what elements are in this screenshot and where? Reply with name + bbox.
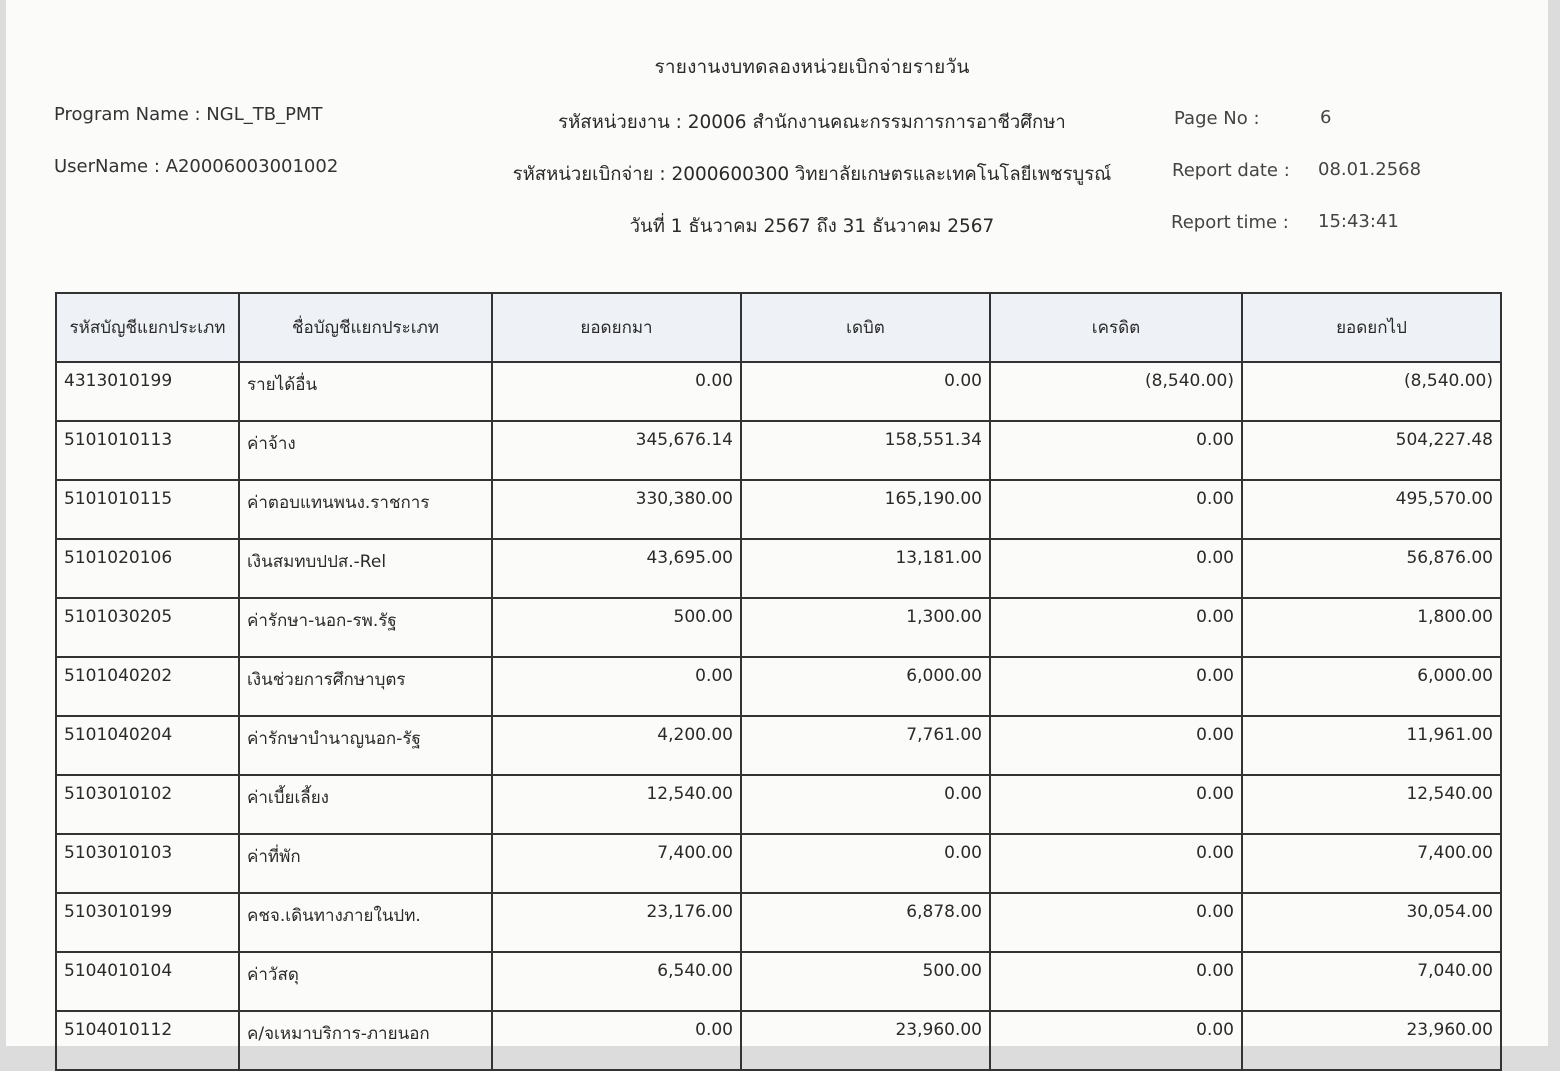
cell-account-name: ค่าวัสดุ (239, 952, 492, 1011)
cell-account-name: รายได้อื่น (239, 362, 492, 421)
table-row (56, 362, 1501, 421)
cell-credit: 0.00 (990, 775, 1242, 834)
table-row (56, 775, 1501, 834)
cell-account-name: ค่ารักษาบำนาญนอก-รัฐ (239, 716, 492, 775)
cell-debit: 0.00 (741, 775, 990, 834)
table-row (56, 480, 1501, 539)
table-row (56, 598, 1501, 657)
cell-closing-balance: 495,570.00 (1242, 480, 1501, 539)
cell-opening-balance: 0.00 (492, 362, 741, 421)
cell-credit: 0.00 (990, 598, 1242, 657)
cell-debit: 500.00 (741, 952, 990, 1011)
cell-debit: 6,878.00 (741, 893, 990, 952)
table-row (56, 421, 1501, 480)
cell-closing-balance: 6,000.00 (1242, 657, 1501, 716)
cell-opening-balance: 4,200.00 (492, 716, 741, 775)
cell-credit: 0.00 (990, 716, 1242, 775)
cell-debit: 0.00 (741, 362, 990, 421)
cell-closing-balance: 7,400.00 (1242, 834, 1501, 893)
cell-closing-balance: 11,961.00 (1242, 716, 1501, 775)
cell-credit: 0.00 (990, 480, 1242, 539)
cell-account-name: ค่าจ้าง (239, 421, 492, 480)
cell-debit: 23,960.00 (741, 1011, 990, 1070)
table-row (56, 539, 1501, 598)
report-time-value: 15:43:41 (1318, 211, 1399, 232)
table-row (56, 893, 1501, 952)
page-no-value: 6 (1320, 107, 1332, 128)
cell-debit: 13,181.00 (741, 539, 990, 598)
table-row (56, 952, 1501, 1011)
cell-debit: 165,190.00 (741, 480, 990, 539)
report-period: วันที่ 1 ธันวาคม 2567 ถึง 31 ธันวาคม 2567 (629, 216, 995, 237)
cell-opening-balance: 12,540.00 (492, 775, 741, 834)
table-row (56, 1011, 1501, 1070)
cell-account-code: 5103010103 (56, 834, 239, 893)
cell-account-code: 5101010113 (56, 421, 239, 480)
cell-opening-balance: 6,540.00 (492, 952, 741, 1011)
cell-account-code: 4313010199 (56, 362, 239, 421)
report-date-label: Report date : (1172, 160, 1290, 181)
cell-opening-balance: 500.00 (492, 598, 741, 657)
cell-account-code: 5104010104 (56, 952, 239, 1011)
table-row (56, 834, 1501, 893)
cell-debit: 158,551.34 (741, 421, 990, 480)
agency-line: รหัสหน่วยงาน : 20006 สำนักงานคณะกรรมการการอาชีวศึกษา (558, 112, 1066, 133)
cell-account-code: 5103010199 (56, 893, 239, 952)
cell-closing-balance: 56,876.00 (1242, 539, 1501, 598)
cell-debit: 6,000.00 (741, 657, 990, 716)
cell-account-name: ค/จเหมาบริการ-ภายนอก (239, 1011, 492, 1070)
page-no-label: Page No : (1174, 108, 1260, 129)
cell-closing-balance: (8,540.00) (1242, 362, 1501, 421)
cell-closing-balance: 12,540.00 (1242, 775, 1501, 834)
cell-credit: 0.00 (990, 952, 1242, 1011)
cell-opening-balance: 330,380.00 (492, 480, 741, 539)
cell-credit: (8,540.00) (990, 362, 1242, 421)
report-title: รายงานงบทดลองหน่วยเบิกจ่ายรายวัน (654, 56, 970, 78)
cell-credit: 0.00 (990, 421, 1242, 480)
header-account-name: ชื่อบัญชีแยกประเภท (239, 293, 492, 362)
program-name: Program Name : NGL_TB_PMT (54, 104, 323, 125)
cell-account-name: ค่าตอบแทนพนง.ราชการ (239, 480, 492, 539)
header-credit: เครดิต (990, 293, 1242, 362)
cell-credit: 0.00 (990, 539, 1242, 598)
cell-account-code: 5101010115 (56, 480, 239, 539)
trial-balance-table (55, 292, 1502, 1071)
cell-credit: 0.00 (990, 834, 1242, 893)
header-opening-balance: ยอดยกมา (492, 293, 741, 362)
user-name: UserName : A20006003001002 (54, 156, 339, 177)
cell-account-name: เงินสมทบปปส.-Rel (239, 539, 492, 598)
report-time-label: Report time : (1171, 212, 1289, 233)
cell-account-code: 5103010102 (56, 775, 239, 834)
cell-closing-balance: 23,960.00 (1242, 1011, 1501, 1070)
cell-opening-balance: 43,695.00 (492, 539, 741, 598)
cell-closing-balance: 1,800.00 (1242, 598, 1501, 657)
table-row (56, 657, 1501, 716)
header-debit: เดบิต (741, 293, 990, 362)
header-closing-balance: ยอดยกไป (1242, 293, 1501, 362)
cell-account-name: ค่ารักษา-นอก-รพ.รัฐ (239, 598, 492, 657)
cell-account-code: 5104010112 (56, 1011, 239, 1070)
cell-closing-balance: 7,040.00 (1242, 952, 1501, 1011)
cell-account-code: 5101020106 (56, 539, 239, 598)
disbursement-unit-line: รหัสหน่วยเบิกจ่าย : 2000600300 วิทยาลัยเกษตรและเทคโนโลยีเพชรบูรณ์ (512, 164, 1112, 185)
cell-debit: 7,761.00 (741, 716, 990, 775)
cell-closing-balance: 504,227.48 (1242, 421, 1501, 480)
cell-opening-balance: 0.00 (492, 657, 741, 716)
cell-account-name: ค่าที่พัก (239, 834, 492, 893)
cell-opening-balance: 0.00 (492, 1011, 741, 1070)
cell-credit: 0.00 (990, 657, 1242, 716)
cell-debit: 0.00 (741, 834, 990, 893)
table-row (56, 716, 1501, 775)
cell-opening-balance: 7,400.00 (492, 834, 741, 893)
cell-account-code: 5101040204 (56, 716, 239, 775)
cell-opening-balance: 345,676.14 (492, 421, 741, 480)
cell-account-code: 5101030205 (56, 598, 239, 657)
cell-opening-balance: 23,176.00 (492, 893, 741, 952)
cell-account-name: ค่าเบี้ยเลี้ยง (239, 775, 492, 834)
report-date-value: 08.01.2568 (1318, 159, 1422, 180)
cell-debit: 1,300.00 (741, 598, 990, 657)
cell-account-name: เงินช่วยการศึกษาบุตร (239, 657, 492, 716)
header-account-code: รหัสบัญชีแยกประเภท (56, 293, 239, 362)
cell-account-name: คชจ.เดินทางภายในปท. (239, 893, 492, 952)
cell-account-code: 5101040202 (56, 657, 239, 716)
report-page (6, 0, 1548, 1046)
table-header-row (56, 293, 1501, 362)
cell-closing-balance: 30,054.00 (1242, 893, 1501, 952)
cell-credit: 0.00 (990, 893, 1242, 952)
cell-credit: 0.00 (990, 1011, 1242, 1070)
